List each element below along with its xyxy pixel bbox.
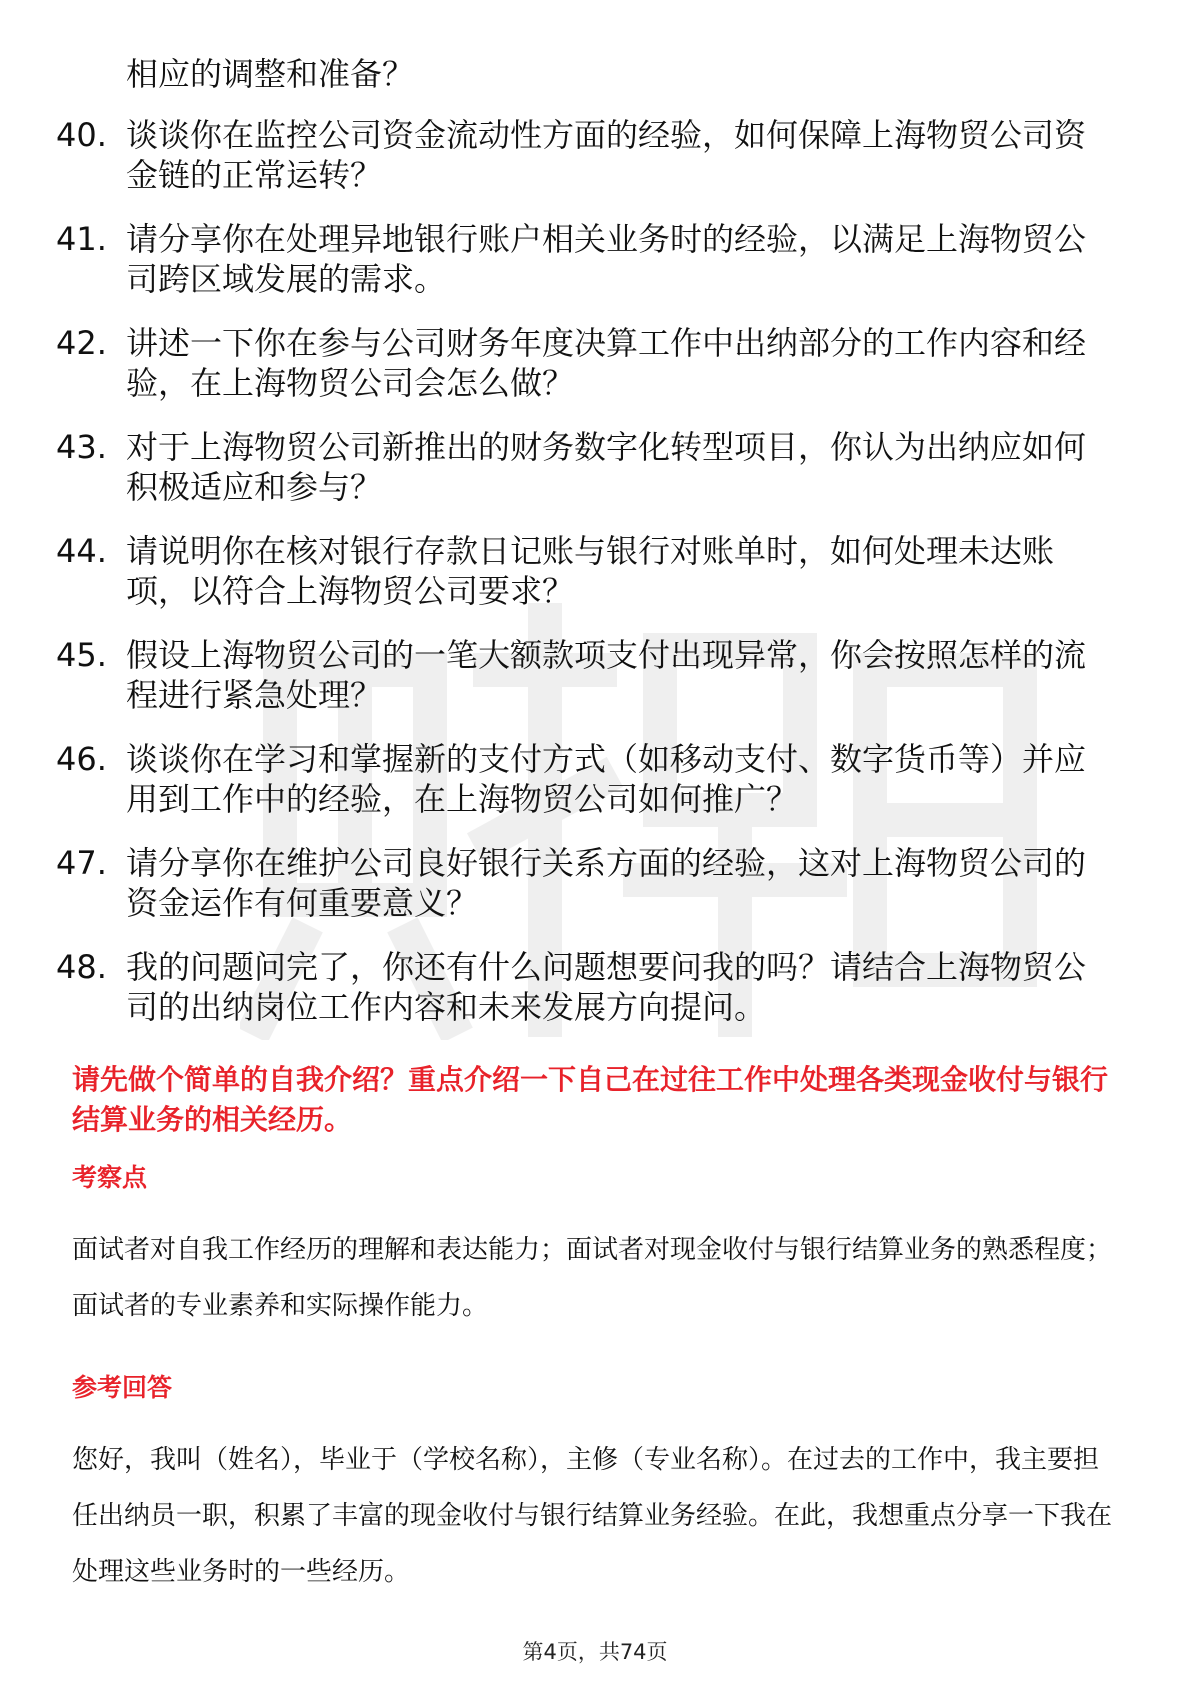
list-item bbox=[56, 323, 1116, 403]
question-number: 40. bbox=[56, 116, 107, 154]
question-text: 请分享你在维护公司良好银行关系方面的经验，这对上海物贸公司的资金运作有何重要意义？ bbox=[126, 844, 1087, 922]
question-number: 48. bbox=[56, 948, 107, 986]
list-item bbox=[56, 115, 1116, 195]
question-number: 42. bbox=[56, 324, 107, 362]
question-text: 请分享你在处理异地银行账户相关业务时的经验，以满足上海物贸公司跨区域发展的需求。 bbox=[126, 220, 1087, 298]
question-number: 46. bbox=[56, 740, 107, 778]
list-item bbox=[56, 635, 1116, 715]
assessment-points-text: 面试者对自我工作经历的理解和表达能力；面试者对现金收付与银行结算业务的熟悉程度；面试者的专业素养和实际操作能力。 bbox=[72, 1235, 1113, 1321]
question-text: 请说明你在核对银行存款日记账与银行对账单时，如何处理未达账项，以符合上海物贸公司要求？ bbox=[126, 532, 1055, 610]
question-text: 谈谈你在监控公司资金流动性方面的经验，如何保障上海物贸公司资金链的正常运转？ bbox=[126, 116, 1087, 194]
list-item bbox=[56, 531, 1116, 611]
question-text: 谈谈你在学习和掌握新的支付方式（如移动支付、数字货币等）并应用到工作中的经验，在上海物贸公司如何推广？ bbox=[126, 740, 1087, 818]
list-item bbox=[56, 219, 1116, 299]
question-list bbox=[56, 115, 1116, 1051]
question-number: 47. bbox=[56, 844, 107, 882]
reference-answer-text: 您好，我叫（姓名），毕业于（学校名称），主修（专业名称）。在过去的工作中，我主要担任出纳员一职，积累了丰富的现金收付与银行结算业务经验。在此，我想重点分享一下我在处理这些业务时的一些经历。 bbox=[72, 1445, 1113, 1587]
section-heading-assessment-points: 考察点 bbox=[72, 1163, 148, 1192]
question-text: 讲述一下你在参与公司财务年度决算工作中出纳部分的工作内容和经验，在上海物贸公司会怎么做？ bbox=[126, 324, 1087, 402]
question-text: 假设上海物贸公司的一笔大额款项支付出现异常，你会按照怎样的流程进行紧急处理？ bbox=[126, 636, 1087, 714]
list-item bbox=[56, 427, 1116, 507]
page-number-footer: 第4页，共74页 bbox=[522, 1640, 668, 1664]
question-number: 41. bbox=[56, 220, 107, 258]
question-number: 45. bbox=[56, 636, 107, 674]
list-item bbox=[56, 947, 1116, 1027]
question-text: 我的问题问完了，你还有什么问题想要问我的吗？请结合上海物贸公司的出纳岗位工作内容和未来发展方向提问。 bbox=[126, 948, 1087, 1026]
question-number: 43. bbox=[56, 428, 107, 466]
question-number: 44. bbox=[56, 532, 107, 570]
featured-question: 请先做个简单的自我介绍？重点介绍一下自己在过往工作中处理各类现金收付与银行结算业务的相关经历。 bbox=[72, 1063, 1109, 1136]
list-item bbox=[56, 843, 1116, 923]
section-heading-reference-answer: 参考回答 bbox=[72, 1373, 173, 1402]
question-text: 对于上海物贸公司新推出的财务数字化转型项目，你认为出纳应如何积极适应和参与？ bbox=[126, 428, 1087, 506]
question-continuation: 相应的调整和准备？ bbox=[126, 55, 415, 93]
list-item bbox=[56, 739, 1116, 819]
